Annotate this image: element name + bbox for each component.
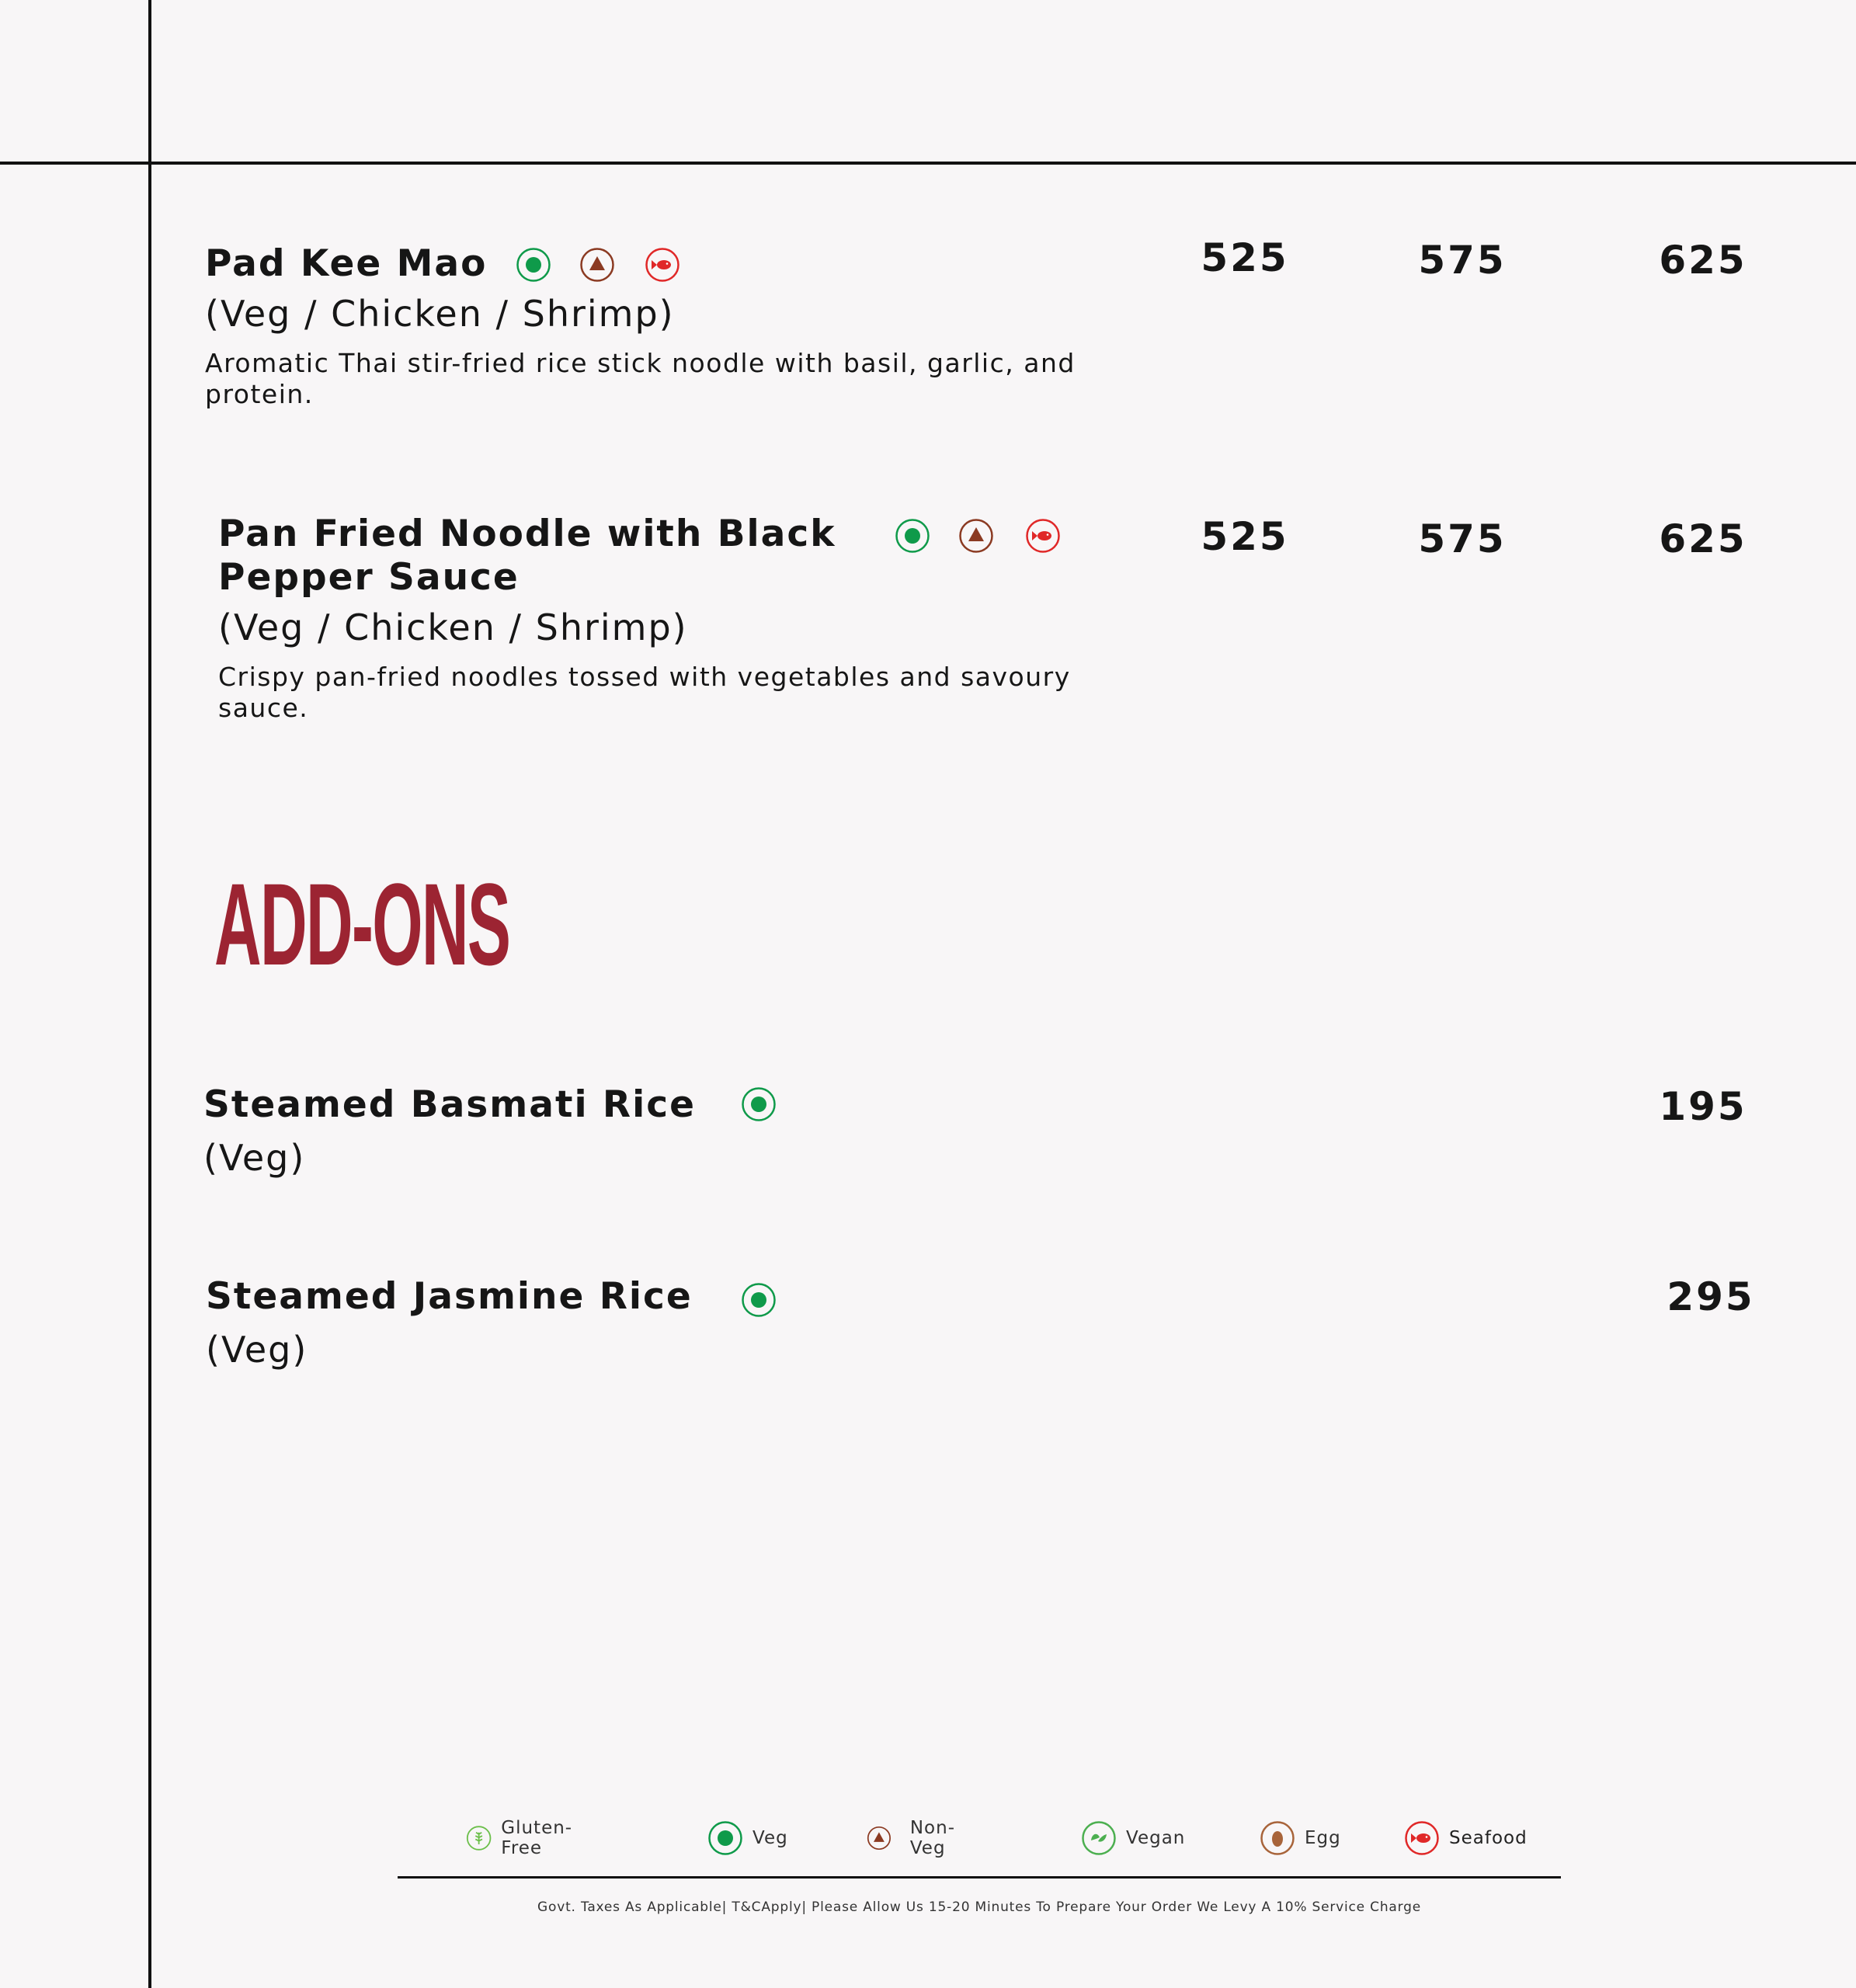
legend-egg bbox=[1260, 1819, 1341, 1858]
item-variant: (Veg / Chicken / Shrimp) bbox=[205, 293, 675, 335]
horizontal-divider bbox=[0, 162, 1856, 165]
addon-price: 195 bbox=[1659, 1084, 1747, 1129]
seafood-icon bbox=[1404, 1820, 1440, 1856]
legend-label: Vegan bbox=[1126, 1828, 1186, 1848]
legend-vegan bbox=[1081, 1819, 1185, 1858]
diet-icons bbox=[741, 1086, 805, 1122]
item-description: Crispy pan-fried noodles tossed with vegetables and savoury sauce. bbox=[218, 662, 1071, 723]
section-title-add-ons: ADD-ONS bbox=[214, 859, 510, 989]
footer-divider bbox=[398, 1876, 1561, 1879]
legend-non-veg bbox=[867, 1819, 965, 1858]
non-veg-icon bbox=[867, 1820, 892, 1856]
item-name: Steamed Jasmine Rice bbox=[206, 1275, 693, 1318]
diet-icons bbox=[895, 518, 1089, 554]
veg-icon bbox=[741, 1086, 777, 1122]
item-name: Pan Fried Noodle with Black Pepper Sauce bbox=[218, 513, 836, 599]
veg-icon bbox=[895, 518, 930, 554]
non-veg-icon bbox=[579, 247, 615, 283]
vegan-icon bbox=[1081, 1820, 1117, 1856]
addon-price: 295 bbox=[1667, 1274, 1755, 1319]
legend-label: Egg bbox=[1305, 1828, 1341, 1848]
price-large: 625 bbox=[1659, 238, 1747, 283]
vertical-divider bbox=[148, 0, 151, 1988]
item-variant: (Veg) bbox=[203, 1137, 306, 1179]
non-veg-icon bbox=[958, 518, 994, 554]
item-variant: (Veg / Chicken / Shrimp) bbox=[218, 606, 688, 648]
price-medium: 575 bbox=[1418, 516, 1507, 561]
price-small: 525 bbox=[1201, 514, 1289, 559]
legend-label: Non-Veg bbox=[909, 1818, 955, 1858]
veg-icon bbox=[707, 1820, 743, 1856]
legend-label: Veg bbox=[752, 1828, 788, 1848]
gluten-free-icon bbox=[466, 1820, 492, 1856]
diet-icons bbox=[516, 247, 708, 283]
legend-seafood bbox=[1404, 1819, 1528, 1858]
addon-item-basmati-rice bbox=[203, 1083, 696, 1180]
veg-icon bbox=[516, 247, 551, 283]
item-variant: (Veg) bbox=[206, 1329, 308, 1371]
diet-icons bbox=[741, 1282, 805, 1318]
egg-icon bbox=[1260, 1820, 1295, 1856]
legend-label: Gluten-Free bbox=[501, 1818, 573, 1858]
legend-veg bbox=[707, 1819, 788, 1858]
addon-item-jasmine-rice bbox=[206, 1275, 693, 1371]
veg-icon bbox=[741, 1282, 777, 1318]
item-name: Steamed Basmati Rice bbox=[203, 1083, 696, 1126]
footer-note: Govt. Taxes As Applicable| T&CApply| Please Allow Us 15-20 Minutes To Prepare Your Order We Levy A 10% Service Charge bbox=[537, 1899, 1421, 1915]
price-large: 625 bbox=[1659, 516, 1747, 561]
item-description: Aromatic Thai stir-fried rice stick noodle with basil, garlic, and protein. bbox=[205, 348, 1076, 409]
item-name: Pad Kee Mao bbox=[205, 242, 488, 285]
legend-label: Seafood bbox=[1449, 1828, 1528, 1848]
seafood-icon bbox=[1025, 518, 1061, 554]
seafood-icon bbox=[645, 247, 680, 283]
legend-gluten-free bbox=[466, 1819, 582, 1858]
price-medium: 575 bbox=[1418, 238, 1507, 283]
price-small: 525 bbox=[1201, 235, 1289, 280]
